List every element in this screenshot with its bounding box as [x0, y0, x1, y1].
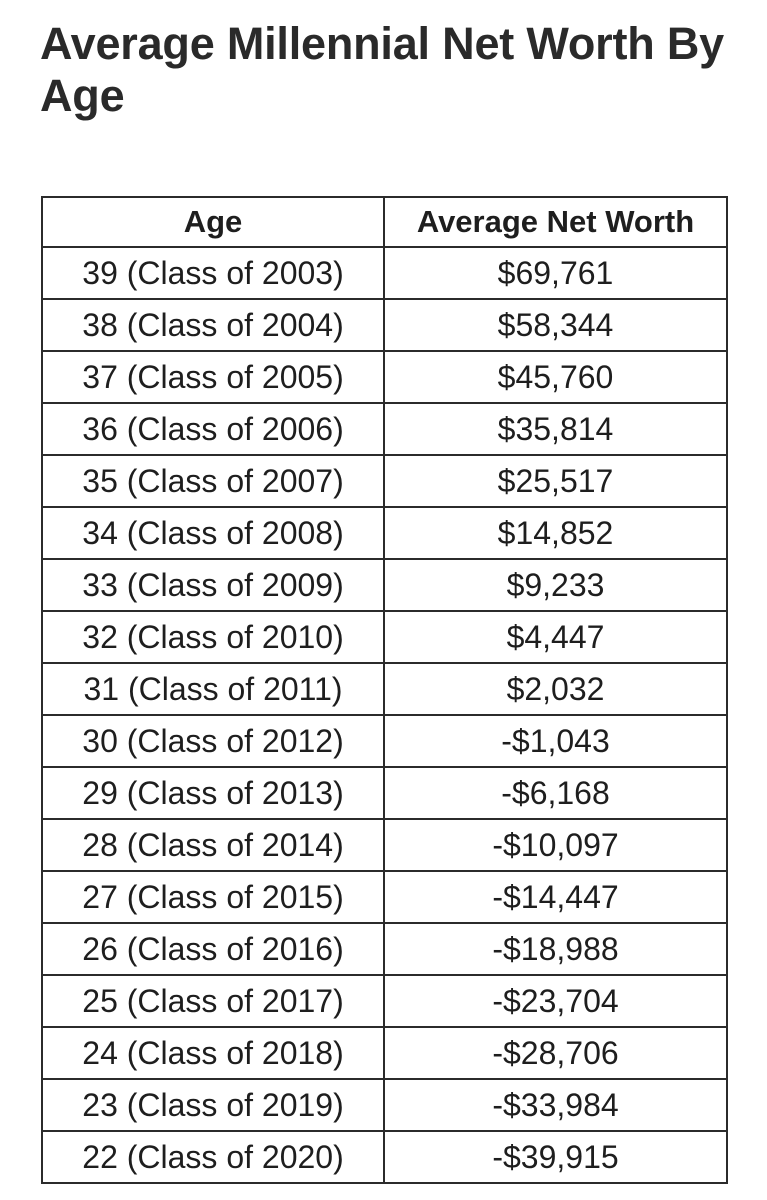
net-worth-cell: -$1,043: [384, 715, 727, 767]
age-cell: 35 (Class of 2007): [42, 455, 384, 507]
header-age: Age: [42, 197, 384, 247]
net-worth-table: [41, 196, 728, 1184]
net-worth-cell: -$10,097: [384, 819, 727, 871]
table-row: [42, 403, 727, 455]
table-row: [42, 871, 727, 923]
table-row: [42, 1131, 727, 1183]
table-row: [42, 767, 727, 819]
net-worth-cell: $14,852: [384, 507, 727, 559]
age-cell: 36 (Class of 2006): [42, 403, 384, 455]
table-row: [42, 975, 727, 1027]
net-worth-cell: -$18,988: [384, 923, 727, 975]
net-worth-cell: -$14,447: [384, 871, 727, 923]
table-row: [42, 559, 727, 611]
net-worth-cell: -$33,984: [384, 1079, 727, 1131]
age-cell: 22 (Class of 2020): [42, 1131, 384, 1183]
net-worth-cell: $25,517: [384, 455, 727, 507]
net-worth-table-container: [41, 196, 726, 1184]
table-row: [42, 1079, 727, 1131]
age-cell: 32 (Class of 2010): [42, 611, 384, 663]
table-body: [42, 247, 727, 1183]
table-row: [42, 923, 727, 975]
net-worth-cell: -$6,168: [384, 767, 727, 819]
table-row: [42, 715, 727, 767]
table-row: [42, 299, 727, 351]
age-cell: 23 (Class of 2019): [42, 1079, 384, 1131]
net-worth-cell: $4,447: [384, 611, 727, 663]
age-cell: 24 (Class of 2018): [42, 1027, 384, 1079]
age-cell: 33 (Class of 2009): [42, 559, 384, 611]
age-cell: 29 (Class of 2013): [42, 767, 384, 819]
net-worth-cell: -$28,706: [384, 1027, 727, 1079]
table-header-row: [42, 197, 727, 247]
net-worth-cell: $45,760: [384, 351, 727, 403]
age-cell: 26 (Class of 2016): [42, 923, 384, 975]
age-cell: 37 (Class of 2005): [42, 351, 384, 403]
table-row: [42, 611, 727, 663]
net-worth-cell: $35,814: [384, 403, 727, 455]
table-row: [42, 247, 727, 299]
age-cell: 28 (Class of 2014): [42, 819, 384, 871]
table-row: [42, 1027, 727, 1079]
header-average-net-worth: Average Net Worth: [384, 197, 727, 247]
table-row: [42, 351, 727, 403]
age-cell: 34 (Class of 2008): [42, 507, 384, 559]
age-cell: 27 (Class of 2015): [42, 871, 384, 923]
age-cell: 38 (Class of 2004): [42, 299, 384, 351]
net-worth-cell: $9,233: [384, 559, 727, 611]
table-row: [42, 663, 727, 715]
net-worth-cell: -$39,915: [384, 1131, 727, 1183]
table-row: [42, 455, 727, 507]
net-worth-cell: $58,344: [384, 299, 727, 351]
net-worth-cell: $69,761: [384, 247, 727, 299]
age-cell: 30 (Class of 2012): [42, 715, 384, 767]
table-row: [42, 507, 727, 559]
net-worth-cell: -$23,704: [384, 975, 727, 1027]
table-row: [42, 819, 727, 871]
net-worth-cell: $2,032: [384, 663, 727, 715]
age-cell: 25 (Class of 2017): [42, 975, 384, 1027]
page-title: Average Millennial Net Worth By Age: [40, 18, 724, 121]
age-cell: 39 (Class of 2003): [42, 247, 384, 299]
age-cell: 31 (Class of 2011): [42, 663, 384, 715]
table-header: [42, 197, 727, 247]
